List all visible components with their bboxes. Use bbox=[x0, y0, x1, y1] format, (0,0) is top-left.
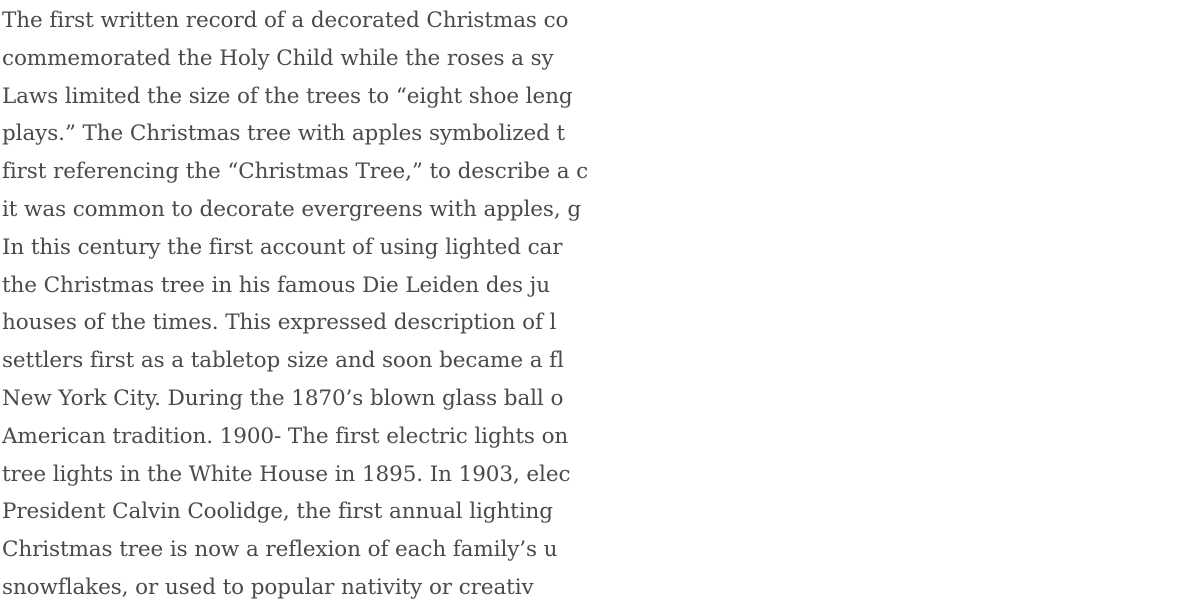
text-line: houses of the times. This expressed description of l bbox=[2, 310, 557, 336]
text-line: plays.” The Christmas tree with apples symbolized t bbox=[2, 121, 566, 147]
text-line: American tradition. 1900- The first electric lights on bbox=[2, 423, 569, 449]
text-line: New York City. During the 1870’s blown glass ball o bbox=[2, 385, 564, 411]
text-line: The first written record of a decorated Christmas co bbox=[2, 8, 569, 33]
text-line: it was common to decorate evergreens with apples, g bbox=[2, 196, 581, 222]
text-line: the Christmas tree in his famous Die Leiden des ju bbox=[2, 272, 550, 298]
text-line: snowflakes, or used to popular nativity or creativ bbox=[2, 574, 534, 600]
text-line: tree lights in the White House in 1895. In 1903, elec bbox=[2, 461, 571, 487]
text-line: In this century the first account of using lighted car bbox=[2, 234, 563, 260]
text-line: Laws limited the size of the trees to “eight shoe leng bbox=[2, 83, 573, 109]
text-line: President Calvin Coolidge, the first annual lighting bbox=[2, 499, 553, 525]
text-line: settlers first as a tabletop size and soon became a fl bbox=[2, 348, 564, 374]
text-line: commemorated the Holy Child while the roses a sy bbox=[2, 45, 554, 71]
text-line: first referencing the “Christmas Tree,” to describe a c bbox=[2, 159, 589, 185]
text-line: Christmas tree is now a reflexion of each family’s u bbox=[2, 537, 558, 563]
